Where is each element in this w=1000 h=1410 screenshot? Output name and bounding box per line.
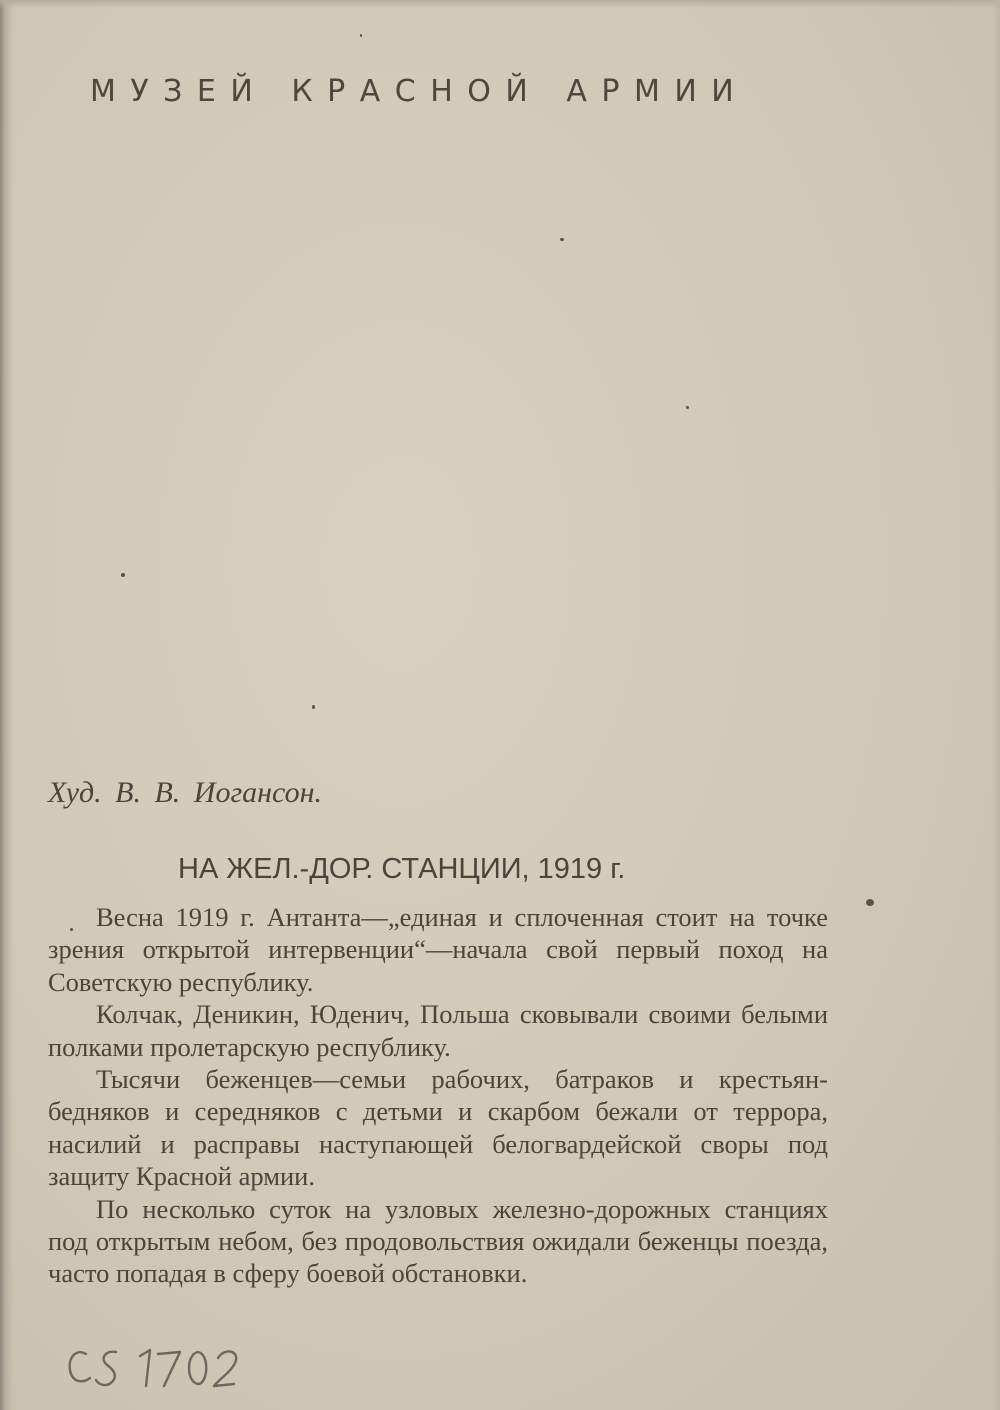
paper-speck	[312, 705, 315, 709]
description-text	[48, 901, 828, 1290]
description-paragraph: Весна 1919 г. Антанта—„единая и сплоченная стоит на точке зрения открытой интервенции“—начала свой первый поход на Советскую республику.	[48, 902, 828, 997]
card-left-edge-shadow	[0, 0, 14, 1410]
paper-speck	[866, 899, 874, 906]
painting-title: НА ЖЕЛ.-ДОР. СТАНЦИИ, 1919 г.	[178, 853, 626, 885]
description-paragraph: Колчак, Деникин, Юденич, Польша сковывали своими белыми полками пролетарскую республику.	[48, 999, 828, 1062]
handwritten-catalog-number	[62, 1336, 262, 1396]
artist-credit: Худ. В. В. Иогансон.	[48, 776, 322, 809]
paper-speck	[560, 238, 564, 241]
description-paragraph: Тысячи беженцев—семьи рабочих, батраков и крестьян-бедняков и середняков с детьми и скарбом бежали от террора, насилий и расправы наступающей белогвардейской своры под защиту Красной армии.	[48, 1064, 828, 1192]
paper-speck	[686, 406, 689, 409]
museum-title: МУЗЕЙ КРАСНОЙ АРМИИ	[90, 74, 749, 109]
description-paragraph: По несколько суток на узловых железно-дорожных станциях под открытым небом, без продовольствия ожидали беженцы поезда, часто попадая в сферу боевой обстановки.	[48, 1193, 828, 1289]
card-top-edge-shadow	[0, 0, 1000, 8]
paper-speck	[360, 34, 362, 37]
card-right-edge-shadow	[992, 0, 1000, 1410]
paper-speck	[121, 573, 125, 577]
